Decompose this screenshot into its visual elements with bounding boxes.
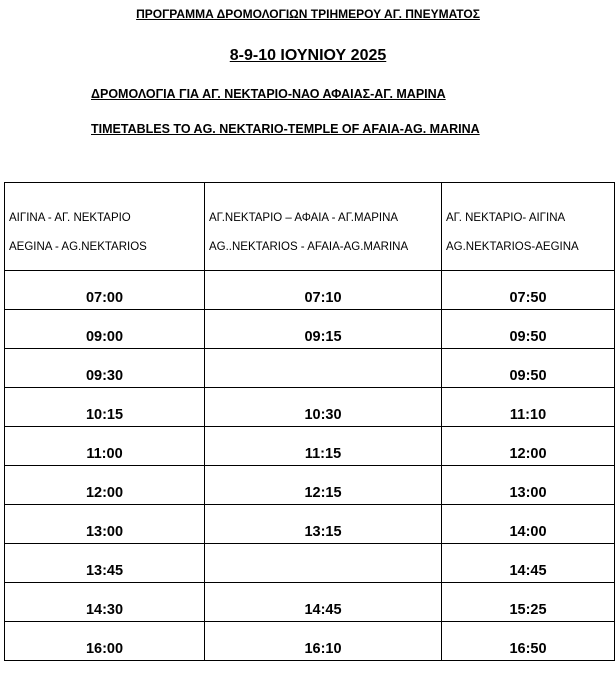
- table-row: [5, 622, 615, 661]
- schedule-dates: 8-9-10 ΙΟΥΝΙΟΥ 2025: [229, 47, 387, 64]
- departure-time-cell: 14:45: [205, 583, 442, 622]
- column-header-greek: ΑΙΓΙΝΑ - ΑΓ. ΝΕΚΤΑΡΙΟ: [9, 212, 131, 224]
- departure-time-cell: 10:15: [5, 388, 205, 427]
- departure-time-cell: 07:00: [5, 271, 205, 310]
- timetable-header-row: [5, 183, 615, 271]
- table-row: [5, 544, 615, 583]
- column-header-aegina-to-nektarios: [5, 183, 205, 271]
- departure-time-cell: 12:00: [5, 466, 205, 505]
- timetable: [4, 182, 615, 661]
- timetable-body: [5, 271, 615, 661]
- departure-time-cell: 14:45: [442, 544, 615, 583]
- departure-time-cell: 10:30: [205, 388, 442, 427]
- departure-time-cell: 11:00: [5, 427, 205, 466]
- table-row: [5, 466, 615, 505]
- column-header-nektarios-to-aegina: [442, 183, 615, 271]
- subtitle-greek: ΔΡΟΜΟΛΟΓΙΑ ΓΙΑ ΑΓ. ΝΕΚΤΑΡΙΟ-ΝΑΟ ΑΦΑΙΑΣ-ΑΓ. ΜΑΡΙΝΑ: [91, 87, 446, 101]
- departure-time-cell: 09:30: [5, 349, 205, 388]
- document-title: ΠΡΟΓΡΑΜΜΑ ΔΡΟΜΟΛΟΓΙΩΝ ΤΡΙΗΜΕΡΟΥ ΑΓ. ΠΝΕΥΜΑΤΟΣ: [136, 7, 480, 21]
- departure-time-cell: 14:30: [5, 583, 205, 622]
- departure-time-cell: 16:50: [442, 622, 615, 661]
- column-header-english: AEGINA - AG.NEKTARIOS: [9, 241, 147, 253]
- subtitle-english: TIMETABLES TO AG. NEKTARIO-TEMPLE OF AFAIA-AG. MARINA: [91, 122, 480, 136]
- departure-time-cell: 13:00: [5, 505, 205, 544]
- departure-time-cell: 13:00: [442, 466, 615, 505]
- departure-time-cell: 07:50: [442, 271, 615, 310]
- departure-time-cell: 09:15: [205, 310, 442, 349]
- departure-time-cell: 11:15: [205, 427, 442, 466]
- table-row: [5, 583, 615, 622]
- column-header-english: AG..NEKTARIOS - AFAIA-AG.MARINA: [209, 241, 409, 253]
- departure-time-cell: 12:00: [442, 427, 615, 466]
- departure-time-cell: [205, 544, 442, 583]
- table-row: [5, 271, 615, 310]
- departure-time-cell: 11:10: [442, 388, 615, 427]
- table-row: [5, 505, 615, 544]
- column-header-greek: ΑΓ.ΝΕΚΤΑΡΙΟ – ΑΦΑΙΑ - ΑΓ.ΜΑΡΙΝΑ: [209, 212, 399, 224]
- departure-time-cell: 09:00: [5, 310, 205, 349]
- departure-time-cell: [205, 349, 442, 388]
- table-row: [5, 310, 615, 349]
- table-row: [5, 349, 615, 388]
- departure-time-cell: 09:50: [442, 349, 615, 388]
- column-header-greek: ΑΓ. ΝΕΚΤΑΡΙΟ- ΑΙΓΙΝΑ: [446, 212, 566, 224]
- departure-time-cell: 16:00: [5, 622, 205, 661]
- departure-time-cell: 16:10: [205, 622, 442, 661]
- departure-time-cell: 14:00: [442, 505, 615, 544]
- departure-time-cell: 09:50: [442, 310, 615, 349]
- departure-time-cell: 12:15: [205, 466, 442, 505]
- departure-time-cell: 07:10: [205, 271, 442, 310]
- table-row: [5, 388, 615, 427]
- departure-time-cell: 13:15: [205, 505, 442, 544]
- departure-time-cell: 13:45: [5, 544, 205, 583]
- column-header-english: AG.NEKTARIOS-AEGINA: [446, 241, 579, 253]
- table-row: [5, 427, 615, 466]
- departure-time-cell: 15:25: [442, 583, 615, 622]
- column-header-nektarios-afaia-marina: [205, 183, 442, 271]
